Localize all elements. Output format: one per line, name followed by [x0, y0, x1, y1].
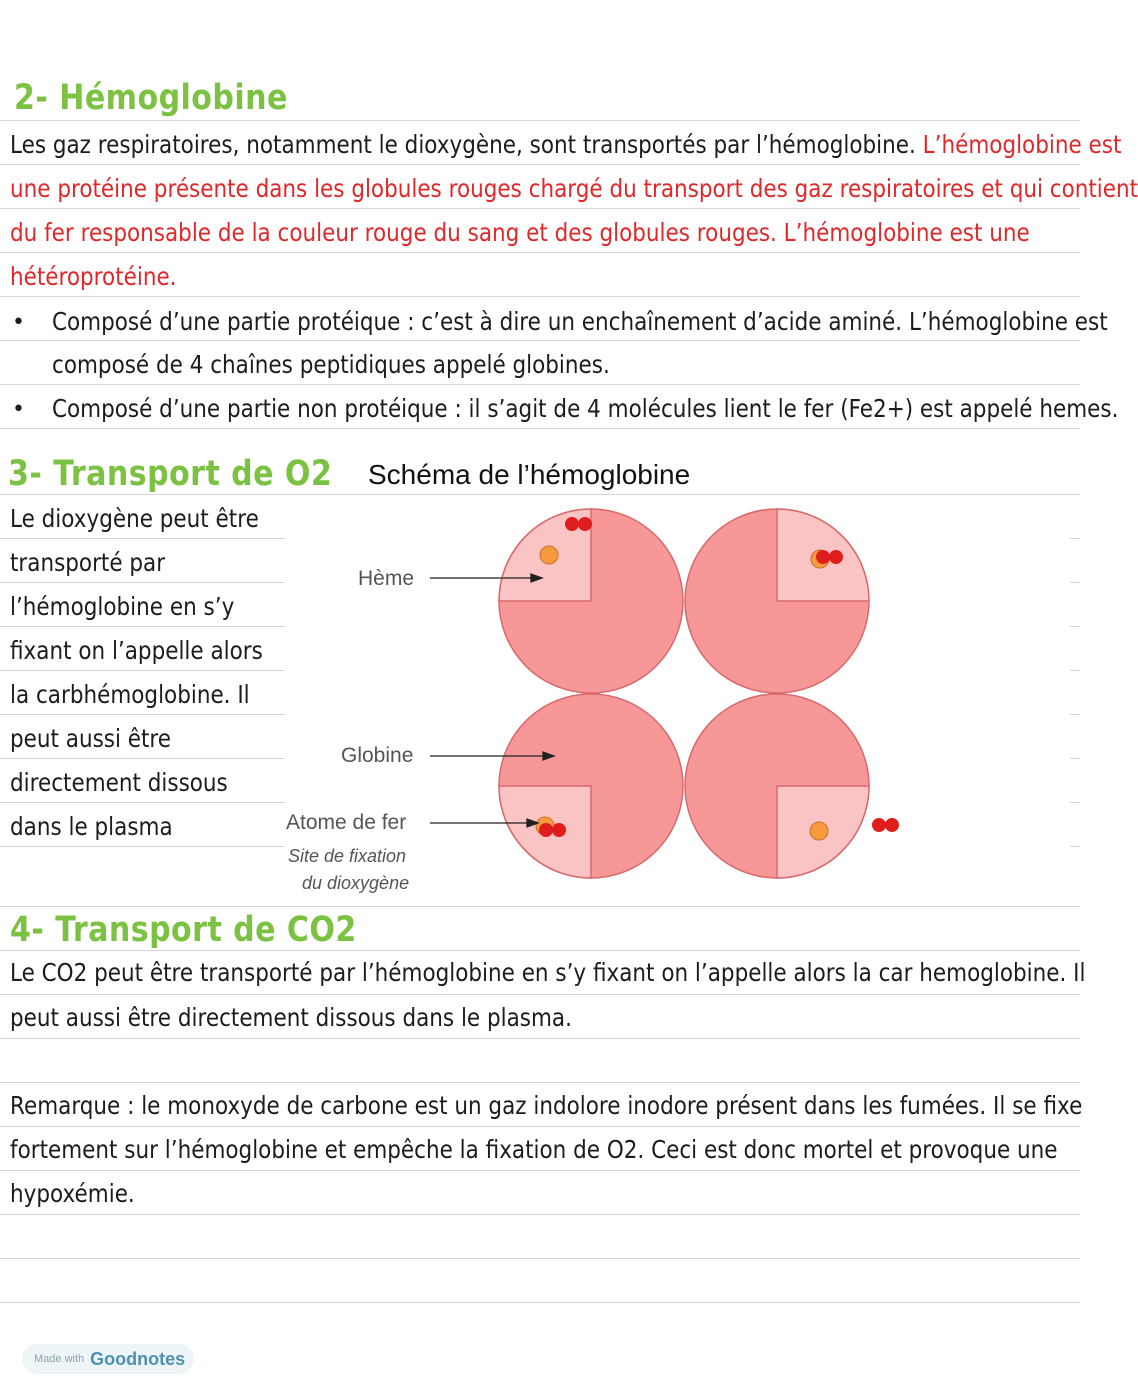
- label-site-line-1: Site de fixation: [288, 846, 407, 866]
- ruled-line: [0, 384, 1080, 385]
- text-red: L’hémoglobine est: [922, 130, 1122, 159]
- ruled-line: [0, 714, 285, 715]
- ruled-line: [1070, 626, 1080, 627]
- section-3-line: directement dissous: [10, 768, 228, 797]
- ruled-line: [0, 1126, 1080, 1127]
- globin-subunit-bottom-left: [499, 694, 683, 878]
- globin-subunit-bottom-right: [685, 694, 869, 878]
- section-3-line: dans le plasma: [10, 812, 173, 841]
- section-2-paragraph-line-3: du fer responsable de la couleur rouge du sang et des globules rouges. L’hémoglobine est une: [10, 218, 1030, 247]
- ruled-line: [1070, 802, 1080, 803]
- ruled-line: [0, 208, 1080, 209]
- ruled-line: [0, 340, 1080, 341]
- bullet-marker: •: [12, 397, 25, 422]
- ruled-line: [0, 164, 1080, 165]
- section-2-paragraph-line-1: [10, 130, 1121, 159]
- section-2-paragraph-line-4: hétéroprotéine.: [10, 262, 177, 291]
- ruled-line: [0, 120, 1080, 121]
- text-black: Les gaz respiratoires, notamment le dioxygène, sont transportés par l’hémoglobine.: [10, 130, 923, 159]
- ruled-line: [1070, 582, 1080, 583]
- ruled-line: [0, 994, 1080, 995]
- globin-subunit-top-left: [499, 509, 683, 693]
- badge-small-text: Made with: [34, 1353, 85, 1365]
- ruled-line: [0, 252, 1080, 253]
- goodnotes-badge: [22, 1344, 194, 1374]
- ruled-line: [1070, 758, 1080, 759]
- ruled-line: [0, 494, 1080, 495]
- ruled-line: [0, 626, 285, 627]
- badge-brand-text: Goodnotes: [90, 1348, 186, 1369]
- section-3-line: la carbhémoglobine. Il: [10, 680, 250, 709]
- section-3-line: transporté par: [10, 548, 166, 577]
- bullet-1-line-2: composé de 4 chaînes peptidiques appelé globines.: [52, 350, 610, 379]
- ruled-line: [0, 582, 285, 583]
- oxygen-molecule: [872, 818, 899, 832]
- section-3-line: peut aussi être: [10, 724, 172, 753]
- ruled-line: [0, 538, 285, 539]
- ruled-line: [0, 1302, 1080, 1303]
- ruled-line: [0, 906, 1080, 907]
- section-4-line-1: Le CO2 peut être transporté par l’hémoglobine en s’y fixant on l’appelle alors la car hemoglobine. Il: [10, 958, 1086, 987]
- ruled-line: [0, 1038, 1080, 1039]
- label-site-line-2: du dioxygène: [302, 873, 410, 893]
- ruled-line: [0, 802, 285, 803]
- section-3-line: fixant on l’appelle alors: [10, 636, 263, 665]
- remark-line-2: fortement sur l’hémoglobine et empêche la fixation de O2. Ceci est donc mortel et provoque une: [10, 1135, 1058, 1164]
- label-globine: Globine: [341, 744, 414, 767]
- section-4-line-2: peut aussi être directement dissous dans le plasma.: [10, 1003, 572, 1032]
- ruled-line: [0, 670, 285, 671]
- section-2-paragraph-line-2: une protéine présente dans les globules rouges chargé du transport des gaz respiratoires et qui contient: [10, 174, 1138, 203]
- remark-line-1: Remarque : le monoxyde de carbone est un gaz indolore inodore présent dans les fumées. Il se fixe: [10, 1091, 1083, 1120]
- bullet-marker: •: [12, 310, 25, 335]
- ruled-line: [0, 1214, 1080, 1215]
- iron-atom: [540, 546, 558, 564]
- label-heme: Hème: [358, 567, 415, 590]
- section-3-line: l’hémoglobine en s’y: [10, 592, 235, 621]
- globin-subunit-top-right: [685, 509, 869, 693]
- bullet-2: Composé d’une partie non protéique : il s’agit de 4 molécules lient le fer (Fe2+) est appelé hemes.: [52, 394, 1119, 423]
- section-3-line: Le dioxygène peut être: [10, 504, 259, 533]
- ruled-line: [1070, 538, 1080, 539]
- iron-atom: [810, 822, 828, 840]
- ruled-line: [0, 1082, 1080, 1083]
- label-atome-de-fer: Atome de fer: [286, 811, 407, 834]
- ruled-line: [0, 950, 1080, 951]
- ruled-line: [1070, 670, 1080, 671]
- hemoglobin-diagram: [420, 500, 920, 890]
- section-2-title: 2- Hémoglobine: [14, 78, 288, 118]
- section-4-title: 4- Transport de CO2: [10, 910, 357, 950]
- bullet-1-line-1: Composé d’une partie protéique : c’est à dire un enchaînement d’acide aminé. L’hémoglobine est: [52, 307, 1108, 336]
- ruled-line: [1070, 846, 1080, 847]
- diagram-title: Schéma de l’hémoglobine: [368, 459, 691, 490]
- ruled-line: [0, 296, 1080, 297]
- ruled-line: [0, 846, 285, 847]
- remark-line-3: hypoxémie.: [10, 1179, 135, 1208]
- section-3-title: 3- Transport de O2: [8, 454, 333, 494]
- ruled-line: [0, 758, 285, 759]
- ruled-line: [0, 1258, 1080, 1259]
- ruled-line: [1070, 714, 1080, 715]
- ruled-line: [0, 1170, 1080, 1171]
- ruled-line: [0, 428, 1080, 429]
